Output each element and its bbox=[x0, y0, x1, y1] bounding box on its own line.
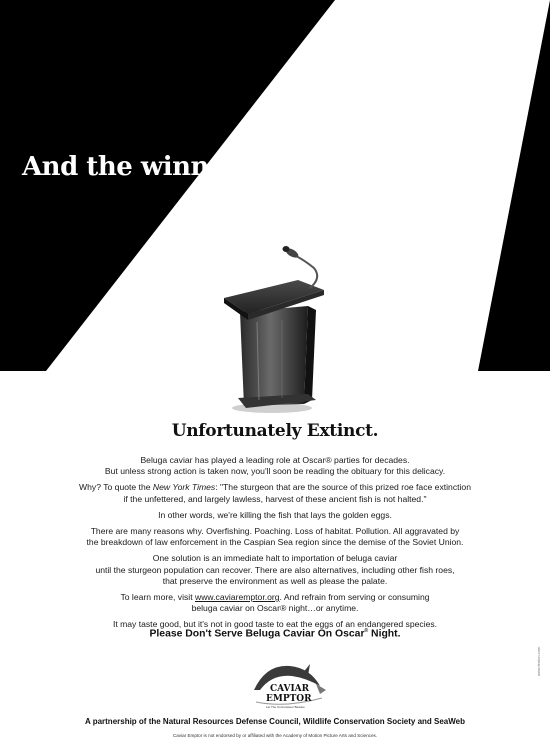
body-line: One solution is an immediate halt to importation of beluga caviar bbox=[152, 553, 398, 564]
body-line: It may taste good, but it's not in good taste to eat the eggs of an endangered species. bbox=[112, 619, 438, 630]
quote-intro: Why? To quote the bbox=[79, 482, 153, 493]
logo-line-2: EMPTOR bbox=[266, 694, 312, 704]
body-line: the breakdown of law enforcement in the Caspian Sea region since the demise of the Soviet Union. bbox=[86, 537, 464, 548]
visit-intro: To learn more, visit bbox=[120, 592, 195, 603]
logo-tagline: Let The Connoisseur Beware bbox=[266, 705, 305, 709]
body-line: But unless strong action is taken now, you'll soon be reading the obituary for this delicacy. bbox=[104, 466, 446, 477]
sturgeon-fish-icon bbox=[246, 660, 328, 712]
body-line bbox=[30, 592, 520, 603]
logo-line-1: CAVIAR bbox=[270, 684, 310, 694]
cta-end: Night. bbox=[368, 628, 401, 640]
cta-text: Please Don't Serve Beluga Caviar On Oscar bbox=[149, 628, 365, 640]
registered-mark: ® bbox=[364, 628, 369, 634]
headline: And the winner is... bbox=[22, 152, 296, 182]
black-spotlight-shape-right bbox=[478, 0, 550, 371]
paragraph-5 bbox=[30, 553, 520, 587]
body-line: In other words, we're killing the fish that lays the golden eggs. bbox=[158, 509, 392, 520]
body-line: if the unfettered, and largely lawless, harvest of these ancient fish is not halted." bbox=[123, 493, 427, 504]
podium-illustration bbox=[212, 240, 342, 415]
quote-source: New York Times bbox=[152, 482, 216, 493]
paragraph-4 bbox=[30, 526, 520, 548]
quote-text: : "The sturgeon that are the source of this prized roe face extinction bbox=[215, 482, 471, 493]
paragraph-6 bbox=[30, 592, 520, 614]
body-line: until the sturgeon population can recover. There are also alternatives, including other fish roes, bbox=[95, 564, 455, 575]
paragraph-3 bbox=[30, 510, 520, 521]
disclaimer: Caviar Emptor is not endorsed by or affiliated with the Academy of Motion Picture Arts and Sciences. bbox=[172, 733, 378, 738]
partnership-line: A partnership of the Natural Resources Defense Council, Wildlife Conservation Society and SeaWeb bbox=[84, 717, 465, 726]
caviar-emptor-logo bbox=[246, 660, 328, 712]
body-line: Beluga caviar has played a leading role at Oscar® parties for decades. bbox=[140, 455, 410, 465]
subhead: Unfortunately Extinct. bbox=[171, 421, 379, 441]
body-copy bbox=[30, 455, 520, 636]
body-line bbox=[30, 482, 520, 493]
body-line: beluga caviar on Oscar® night…or anytime. bbox=[191, 603, 359, 614]
body-line: that preserve the environment as well as please the palate. bbox=[162, 575, 388, 586]
website-link[interactable]: www.caviaremptor.org bbox=[194, 592, 280, 603]
paragraph-2 bbox=[30, 482, 520, 504]
paragraph-1 bbox=[30, 455, 520, 477]
body-line: There are many reasons why. Overfishing. Poaching. Loss of habitat. Pollution. All aggravated by bbox=[90, 526, 460, 537]
call-to-action bbox=[0, 628, 550, 639]
visit-rest: . And refrain from serving or consuming bbox=[279, 592, 430, 603]
side-credit: www.fenton.com bbox=[536, 646, 541, 676]
